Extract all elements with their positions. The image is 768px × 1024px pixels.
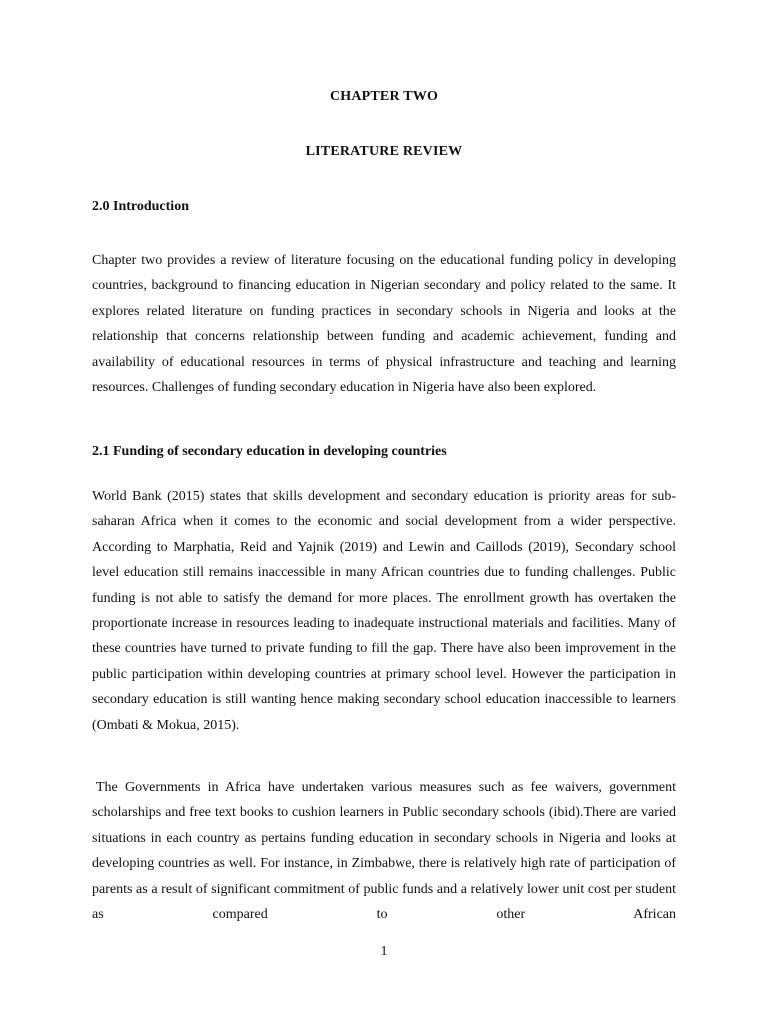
funding-paragraph-2: The Governments in Africa have undertaken various measures such as fee waivers, government scholarships and free text books to cushion learners in Public secondary schools (ibid).There are varied situations in each country as pertains funding education in secondary schools in Nigeria and looks at developing countries as well. For instance, in Zimbabwe, there is relatively high rate of participation of parents as a result of significant commitment of public funds and a relatively lower unit cost per student as compared to other African xyxy=(92,780,676,923)
funding-section-heading: 2.1 Funding of secondary education in developing countries xyxy=(92,444,447,459)
introduction-paragraph: Chapter two provides a review of literature focusing on the educational funding policy in developing countries, background to financing education in Nigerian secondary and policy related to the same. It explores related literature on funding practices in secondary schools in Nigeria and looks at the relationship that concerns relationship between funding and academic achievement, funding and availability of educational resources in terms of physical infrastructure and teaching and learning resources. Challenges of funding secondary education in Nigeria have also been explored. xyxy=(92,253,676,396)
introduction-heading: 2.0 Introduction xyxy=(92,199,189,214)
page-number: 1 xyxy=(380,944,388,959)
chapter-title: CHAPTER TWO xyxy=(329,89,439,104)
section-title: LITERATURE REVIEW xyxy=(305,144,463,159)
funding-paragraph-1: World Bank (2015) states that skills development and secondary education is priority areas for sub-saharan Africa when it comes to the economic and social development from a wider perspective. According to Marphatia, Reid and Yajnik (2019) and Lewin and Caillods (2019), Secondary school level education still remains inaccessible in many African countries due to funding challenges. Public funding is not able to satisfy the demand for more places. The enrollment growth has overtaken the proportionate increase in resources leading to inadequate instructional materials and facilities. Many of these countries have turned to private funding to fill the gap. There have also been improvement in the public participation within developing countries at primary school level. However the participation in secondary education is still wanting hence making secondary school education inaccessible to learners (Ombati & Mokua, 2015). xyxy=(92,489,676,733)
